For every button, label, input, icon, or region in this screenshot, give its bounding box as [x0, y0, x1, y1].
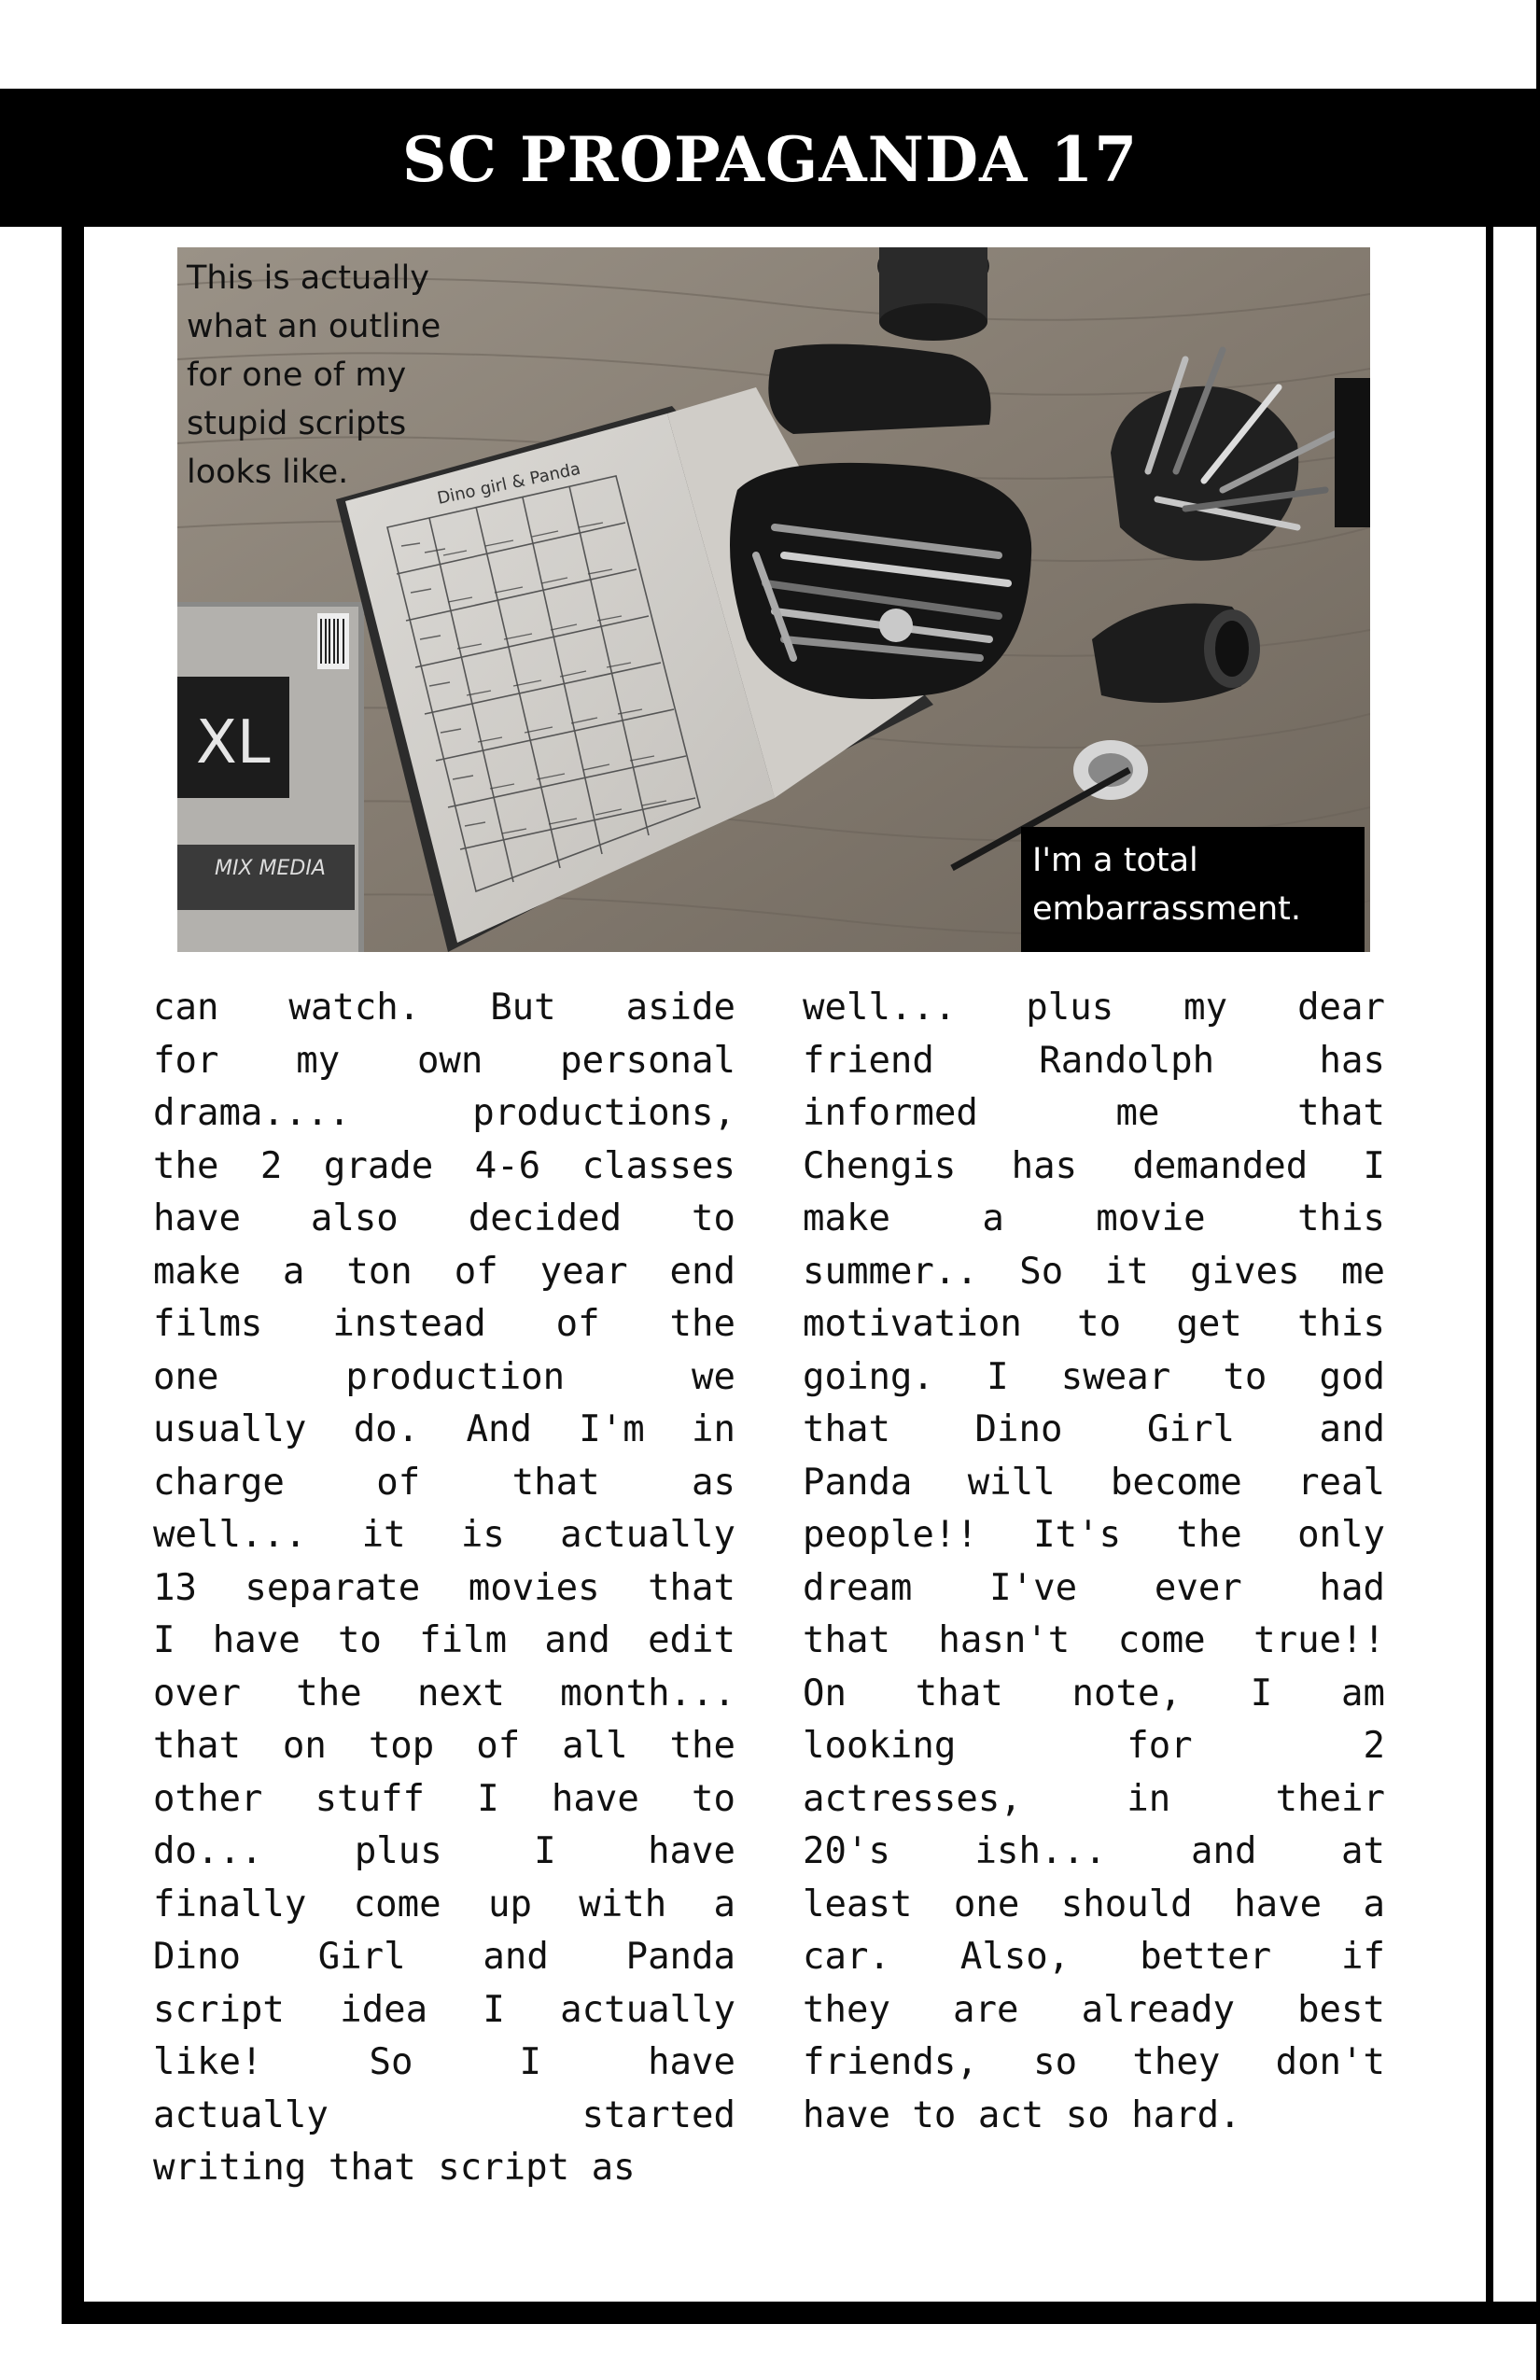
text-column-left [153, 982, 735, 2195]
body-text-line: On that note, I am [803, 1672, 1385, 1715]
body-text-line: Panda will become real [803, 1461, 1385, 1504]
page-border-left [62, 227, 84, 2324]
body-text-line: car. Also, better if [803, 1936, 1385, 1978]
body-text-line: motivation to get this [803, 1303, 1385, 1345]
body-text-line: friends, so they don't [803, 2041, 1385, 2083]
body-text-line: summer.. So it gives me [803, 1250, 1385, 1293]
photo-caption-top [187, 254, 495, 497]
page-title: SC PROPAGANDA 17 [401, 123, 1139, 196]
body-text-line: that on top of all the [153, 1725, 735, 1767]
body-text-line: going. I swear to god [803, 1355, 1385, 1398]
body-text-line: like! So I have [153, 2041, 735, 2083]
body-text-line: make a ton of year end [153, 1250, 735, 1293]
caption-line: what an outline [187, 308, 441, 345]
body-text-line: films instead of the [153, 1303, 735, 1345]
body-text-line: over the next month... [153, 1672, 735, 1715]
caption-line: I'm a total [1032, 842, 1198, 879]
header-bar [0, 89, 1540, 227]
body-text-line: drama.... productions, [153, 1092, 735, 1134]
caption-line: stupid scripts [187, 405, 407, 442]
body-text-line: I have to film and edit [153, 1619, 735, 1661]
body-text-line: the 2 grade 4-6 classes [153, 1144, 735, 1187]
body-text-line: writing that script as [153, 2147, 636, 2189]
body-text-line: friend Randolph has [803, 1039, 1385, 1082]
svg-text:Dino girl & Panda: Dino girl & Panda [435, 458, 582, 509]
body-text-line: usually do. And I'm in [153, 1408, 735, 1450]
pencil-case [730, 344, 1031, 699]
body-text-line: do... plus I have [153, 1830, 735, 1872]
body-text-line: informed me that [803, 1092, 1385, 1134]
body-text-line: make a movie this [803, 1197, 1385, 1239]
body-text-line: script idea I actually [153, 1988, 735, 2031]
body-text-line: have to act so hard. [803, 2093, 1241, 2136]
body-text-line: finally come up with a [153, 1883, 735, 1925]
body-text-line: 13 separate movies that [153, 1566, 735, 1609]
sketchbook [177, 602, 364, 952]
caption-line: looks like. [187, 454, 349, 491]
body-text-line: actually started [153, 2093, 735, 2136]
page-border-bottom [62, 2302, 1536, 2324]
photo-caption-bottom [1021, 827, 1365, 952]
caption-line: embarrassment. [1032, 890, 1302, 928]
body-text-line: charge of that as [153, 1461, 735, 1504]
body-text-line: Chengis has demanded I [803, 1144, 1385, 1187]
text-column-right [803, 982, 1385, 2142]
svg-text:MIX MEDIA: MIX MEDIA [215, 857, 326, 880]
body-text-line: they are already best [803, 1988, 1385, 2031]
page-edge [1536, 0, 1540, 2380]
body-text-line: Dino Girl and Panda [153, 1936, 735, 1978]
page-border-right [1486, 227, 1493, 2324]
body-text-line: that hasn't come true!! [803, 1619, 1385, 1661]
body-text-line: one production we [153, 1355, 735, 1398]
body-text-line: that Dino Girl and [803, 1408, 1385, 1450]
svg-text:XL: XL [196, 708, 271, 777]
caption-line: for one of my [187, 357, 407, 394]
body-text-line: 20's ish... and at [803, 1830, 1385, 1872]
body-text-line: looking for 2 [803, 1725, 1385, 1767]
body-text-line: people!! It's the only [803, 1514, 1385, 1556]
body-text-line: actresses, in their [803, 1777, 1385, 1820]
body-text-line: can watch. But aside [153, 987, 735, 1029]
body-text-line: well... it is actually [153, 1514, 735, 1556]
body-text-line: have also decided to [153, 1197, 735, 1239]
caption-line: This is actually [187, 259, 429, 297]
body-text-line: for my own personal [153, 1039, 735, 1082]
body-text-line: least one should have a [803, 1883, 1385, 1925]
body-text-line: dream I've ever had [803, 1566, 1385, 1609]
body-text-line: other stuff I have to [153, 1777, 735, 1820]
body-text-line: well... plus my dear [803, 987, 1385, 1029]
